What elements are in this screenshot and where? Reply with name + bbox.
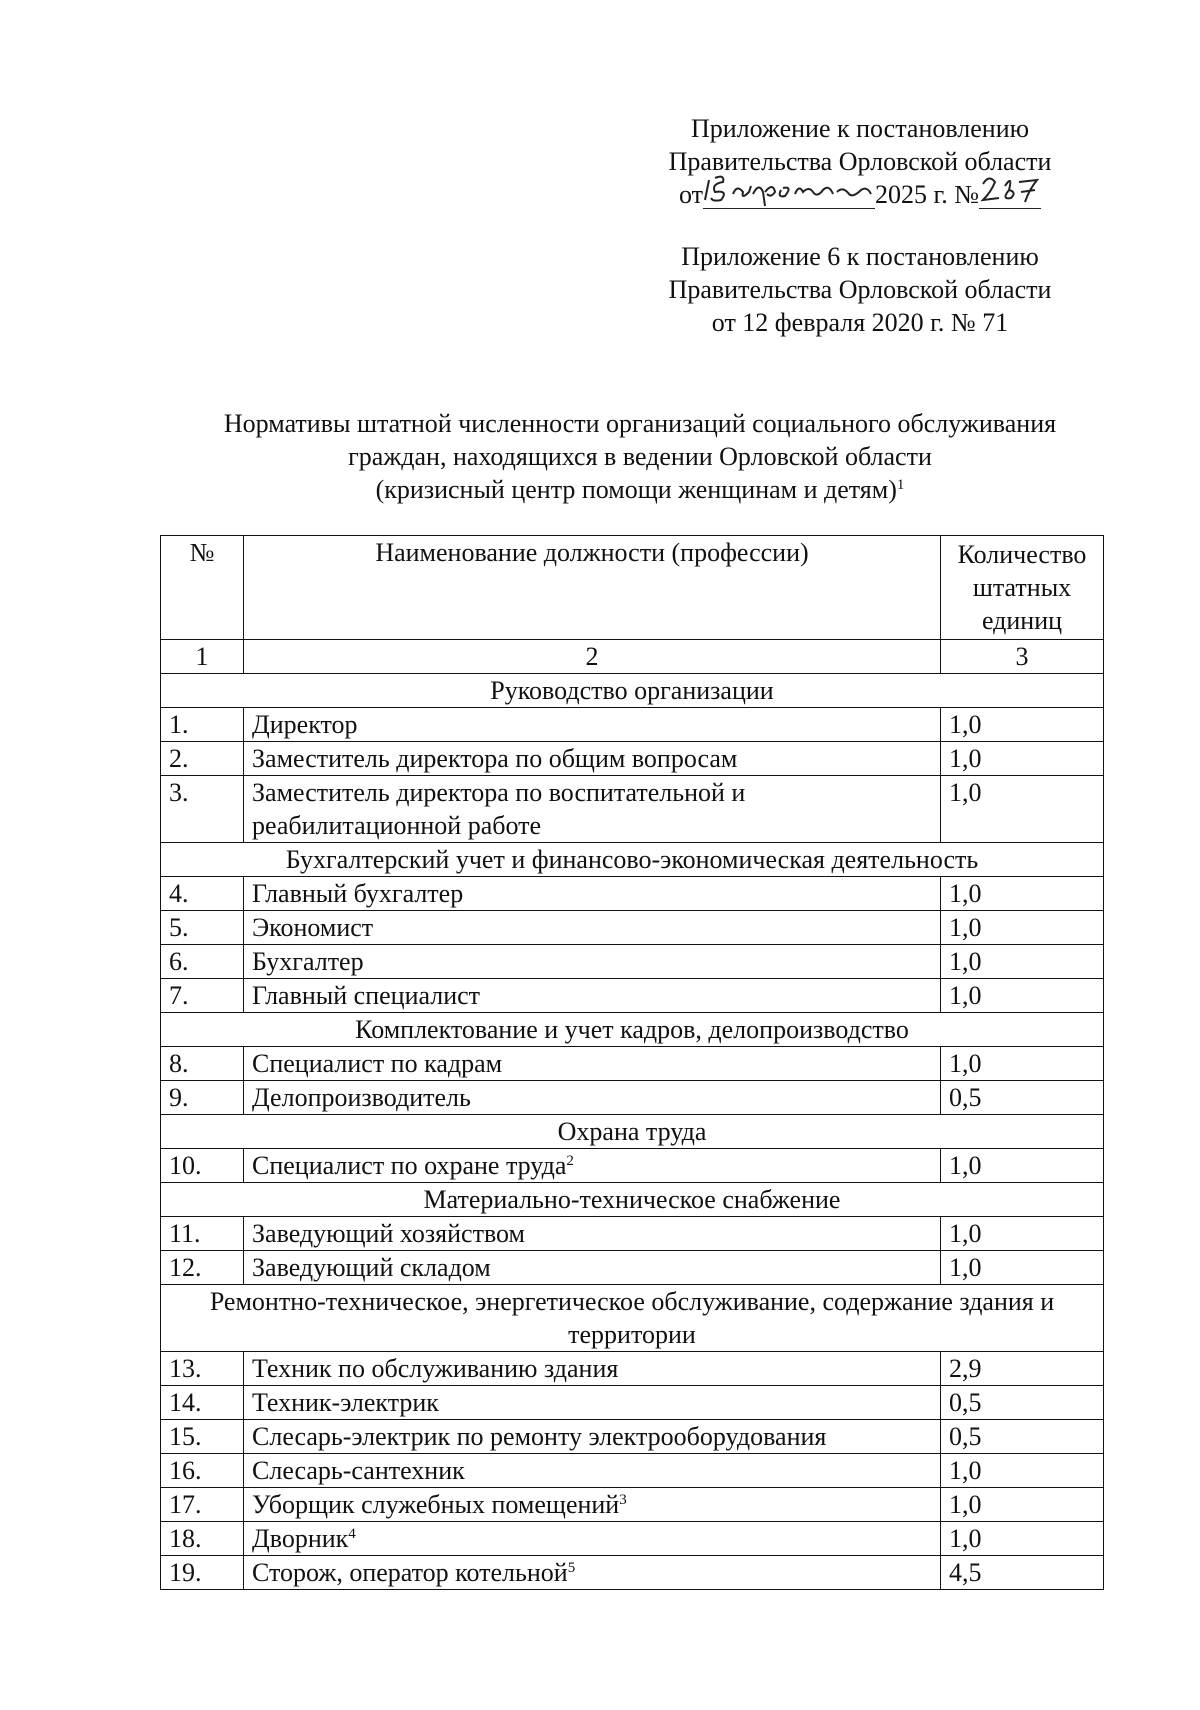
position-name: Экономист	[252, 913, 374, 942]
position-name: Заместитель директора по общим вопросам	[252, 744, 738, 773]
table-row	[161, 1488, 1104, 1522]
row-number: 7.	[161, 979, 244, 1013]
column-number-row	[161, 640, 1104, 674]
title-line2: граждан, находящихся в ведении Орловской области	[348, 442, 932, 471]
section-title: Материально-техническое снабжение	[161, 1183, 1104, 1217]
position-name: Заведующий складом	[252, 1253, 491, 1282]
section-header-row	[161, 843, 1104, 877]
document-title	[150, 407, 1130, 506]
staff-units-value: 1,0	[941, 1488, 1104, 1522]
table-row	[161, 1081, 1104, 1115]
row-number: 13.	[161, 1352, 244, 1386]
section-title: Руководство организации	[161, 674, 1104, 708]
table-row	[161, 742, 1104, 776]
staffing-table	[160, 535, 1104, 1590]
table-row	[161, 1556, 1104, 1590]
staff-units-value: 1,0	[941, 945, 1104, 979]
staff-units-value: 1,0	[941, 1522, 1104, 1556]
staff-units-value: 0,5	[941, 1386, 1104, 1420]
appendix-header	[600, 112, 1120, 211]
position-name-cell	[244, 979, 941, 1013]
row-number: 8.	[161, 1047, 244, 1081]
table-row	[161, 1522, 1104, 1556]
row-number: 15.	[161, 1420, 244, 1454]
header-number: №	[161, 536, 244, 640]
footnote-mark: 2	[566, 1153, 574, 1169]
handwritten-number-signature-icon	[979, 172, 1041, 208]
row-number: 12.	[161, 1251, 244, 1285]
section-title: Ремонтно-техническое, энергетическое обслуживание, содержание здания и территории	[161, 1285, 1104, 1352]
header-staff-units: Количество штатных единиц	[941, 536, 1104, 640]
table-row	[161, 877, 1104, 911]
row-number: 19.	[161, 1556, 244, 1590]
position-name: Заведующий хозяйством	[252, 1219, 525, 1248]
row-number: 2.	[161, 742, 244, 776]
appendix6-header	[600, 240, 1120, 339]
section-header-row	[161, 1285, 1104, 1352]
row-number: 10.	[161, 1149, 244, 1183]
staff-units-value: 0,5	[941, 1081, 1104, 1115]
row-number: 11.	[161, 1217, 244, 1251]
section-title: Комплектование и учет кадров, делопроизводство	[161, 1013, 1104, 1047]
position-name: Главный специалист	[252, 981, 481, 1010]
section-header-row	[161, 1183, 1104, 1217]
position-name-cell	[244, 877, 941, 911]
staff-units-value: 1,0	[941, 1251, 1104, 1285]
position-name: Техник-электрик	[252, 1388, 439, 1417]
table-row	[161, 776, 1104, 843]
staff-units-value: 1,0	[941, 1149, 1104, 1183]
row-number: 17.	[161, 1488, 244, 1522]
position-name: Бухгалтер	[252, 947, 364, 976]
row-number: 9.	[161, 1081, 244, 1115]
table-row	[161, 1420, 1104, 1454]
staff-units-value: 1,0	[941, 1047, 1104, 1081]
staff-units-value: 2,9	[941, 1352, 1104, 1386]
row-number: 6.	[161, 945, 244, 979]
appendix-date-prefix: от	[678, 180, 703, 209]
footnote-mark: 3	[619, 1492, 627, 1508]
position-name-cell	[244, 708, 941, 742]
position-name-cell	[244, 1454, 941, 1488]
position-name: Делопроизводитель	[252, 1083, 471, 1112]
column-number-3: 3	[941, 640, 1104, 674]
table-row	[161, 1217, 1104, 1251]
section-title: Охрана труда	[161, 1115, 1104, 1149]
row-number: 1.	[161, 708, 244, 742]
row-number: 5.	[161, 911, 244, 945]
table-row	[161, 979, 1104, 1013]
section-header-row	[161, 1115, 1104, 1149]
column-number-1: 1	[161, 640, 244, 674]
section-header-row	[161, 674, 1104, 708]
staff-units-value: 1,0	[941, 911, 1104, 945]
position-name: Главный бухгалтер	[252, 879, 464, 908]
position-name: Уборщик служебных помещений	[252, 1490, 620, 1519]
footnote-mark: 5	[567, 1560, 576, 1576]
row-number: 4.	[161, 877, 244, 911]
staff-units-value: 1,0	[941, 776, 1104, 843]
position-name-cell	[244, 1556, 941, 1590]
table-row	[161, 1251, 1104, 1285]
handwritten-date-signature-icon	[703, 172, 875, 208]
position-name: Директор	[252, 710, 358, 739]
position-name-cell	[244, 1217, 941, 1251]
staff-units-value: 1,0	[941, 877, 1104, 911]
table-row	[161, 1352, 1104, 1386]
handwritten-date	[703, 178, 875, 209]
staff-units-value: 4,5	[941, 1556, 1104, 1590]
section-header-row	[161, 1013, 1104, 1047]
position-name-cell	[244, 1047, 941, 1081]
staff-units-value: 1,0	[941, 979, 1104, 1013]
position-name: Техник по обслуживанию здания	[252, 1354, 619, 1383]
handwritten-number	[979, 178, 1041, 209]
position-name-cell	[244, 1149, 941, 1183]
row-number: 3.	[161, 776, 244, 843]
appendix-header-line2: Правительства Орловской области	[668, 147, 1052, 176]
table-row	[161, 1454, 1104, 1488]
staff-units-value: 1,0	[941, 1217, 1104, 1251]
position-name: Сторож, оператор котельной	[252, 1558, 568, 1587]
position-name-cell	[244, 1352, 941, 1386]
position-name-cell	[244, 1488, 941, 1522]
title-line3-text: (кризисный центр помощи женщинам и детям)	[375, 475, 897, 504]
section-title: Бухгалтерский учет и финансово-экономическая деятельность	[161, 843, 1104, 877]
header-position-name: Наименование должности (профессии)	[244, 536, 941, 640]
appendix-date-line	[679, 178, 1041, 211]
title-line1: Нормативы штатной численности организаций социального обслуживания	[223, 409, 1057, 438]
position-name: Специалист по охране труда	[252, 1151, 567, 1180]
row-number: 14.	[161, 1386, 244, 1420]
position-name-cell	[244, 1522, 941, 1556]
position-name: Заместитель директора по воспитательной и реабилитационной работе	[252, 778, 746, 840]
position-name-cell	[244, 1420, 941, 1454]
position-name-cell	[244, 742, 941, 776]
appendix6-header-line3: от 12 февраля 2020 г. № 71	[711, 308, 1009, 337]
table-row	[161, 945, 1104, 979]
position-name-cell	[244, 1386, 941, 1420]
staff-units-value: 0,5	[941, 1420, 1104, 1454]
title-footnote-mark: 1	[896, 477, 905, 493]
table-row	[161, 708, 1104, 742]
position-name-cell	[244, 945, 941, 979]
table-row	[161, 1149, 1104, 1183]
row-number: 16.	[161, 1454, 244, 1488]
position-name-cell	[244, 1251, 941, 1285]
position-name: Слесарь-электрик по ремонту электрооборудования	[252, 1422, 827, 1451]
position-name-cell	[244, 1081, 941, 1115]
position-name: Специалист по кадрам	[252, 1049, 503, 1078]
position-name: Слесарь-сантехник	[252, 1456, 465, 1485]
appendix-year-number-label: 2025 г. №	[874, 180, 980, 209]
table-row	[161, 1386, 1104, 1420]
table-row	[161, 1047, 1104, 1081]
title-line3	[150, 473, 1130, 506]
staff-units-value: 1,0	[941, 708, 1104, 742]
table-row	[161, 911, 1104, 945]
position-name-cell	[244, 776, 941, 843]
column-number-2: 2	[244, 640, 941, 674]
position-name: Дворник	[252, 1524, 349, 1553]
appendix6-header-line1: Приложение 6 к постановлению	[681, 242, 1039, 271]
staffing-table-body	[161, 536, 1104, 1590]
footnote-mark: 4	[348, 1526, 356, 1542]
table-header-row	[161, 536, 1104, 640]
appendix-header-line1: Приложение к постановлению	[690, 114, 1030, 143]
appendix6-header-line2: Правительства Орловской области	[668, 275, 1052, 304]
staff-units-value: 1,0	[941, 742, 1104, 776]
staff-units-value: 1,0	[941, 1454, 1104, 1488]
row-number: 18.	[161, 1522, 244, 1556]
position-name-cell	[244, 911, 941, 945]
